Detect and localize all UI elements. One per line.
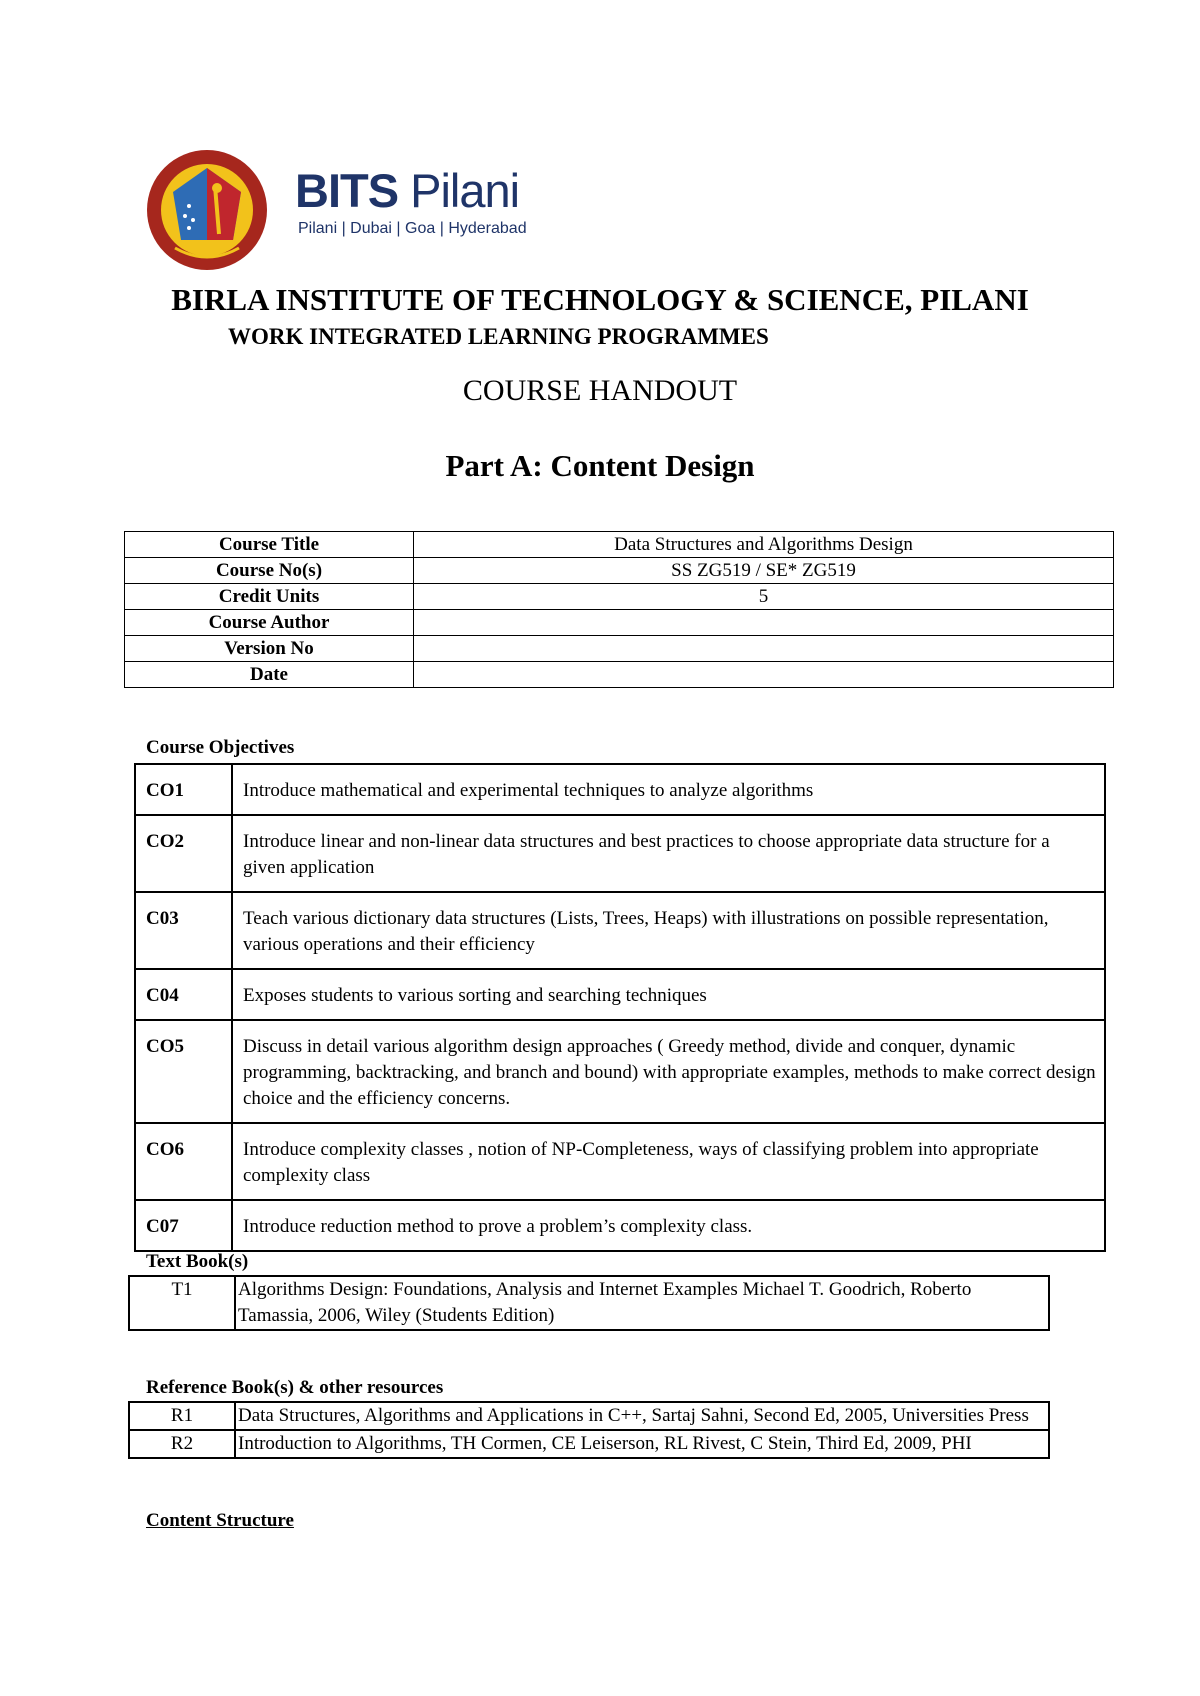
info-value [414, 662, 1114, 688]
objective-text: Exposes students to various sorting and searching techniques [232, 969, 1105, 1020]
text-books-caption: Text Book(s) [146, 1251, 249, 1272]
book-text: Algorithms Design: Foundations, Analysis and Internet Examples Michael T. Goodrich, Roberto Tamassia, 2006, Wiley (Students Edition) [235, 1276, 1049, 1330]
info-label: Course Title [125, 532, 414, 558]
reference-books-caption: Reference Book(s) & other resources [146, 1377, 444, 1398]
table-row [125, 662, 1114, 688]
content-structure-heading: Content Structure [146, 1510, 294, 1531]
objective-text: Discuss in detail various algorithm design approaches ( Greedy method, divide and conquer, dynamic programming, backtracking, and branch and bound) with appropriate examples, methods to make correct design choice and the efficiency concerns. [232, 1020, 1105, 1123]
info-value [414, 610, 1114, 636]
table-row [135, 892, 1105, 969]
institute-seal-icon [145, 148, 269, 272]
table-row [125, 636, 1114, 662]
table-row [135, 969, 1105, 1020]
table-row [135, 764, 1105, 815]
brand-light: Pilani [410, 164, 520, 217]
objective-code: C03 [135, 892, 232, 969]
objective-code: CO2 [135, 815, 232, 892]
book-text: Introduction to Algorithms, TH Cormen, CE Leiserson, RL Rivest, C Stein, Third Ed, 2009, PHI [235, 1430, 1049, 1458]
table-row [125, 584, 1114, 610]
info-label: Course Author [125, 610, 414, 636]
objective-text: Introduce linear and non-linear data structures and best practices to choose appropriate data structure for a given application [232, 815, 1105, 892]
objective-code: C07 [135, 1200, 232, 1251]
programme-name: WORK INTEGRATED LEARNING PROGRAMMES [228, 324, 769, 349]
info-value: SS ZG519 / SE* ZG519 [414, 558, 1114, 584]
brand-wordmark [295, 166, 519, 216]
table-row [135, 1020, 1105, 1123]
brand-bold: BITS [295, 164, 399, 217]
info-label: Course No(s) [125, 558, 414, 584]
book-code: T1 [129, 1276, 235, 1330]
objectives-table [134, 763, 1106, 1252]
objective-code: CO5 [135, 1020, 232, 1123]
info-value: Data Structures and Algorithms Design [414, 532, 1114, 558]
document-title: COURSE HANDOUT [462, 374, 738, 407]
text-books-table [128, 1275, 1050, 1331]
book-code: R2 [129, 1430, 235, 1458]
institute-name: BIRLA INSTITUTE OF TECHNOLOGY & SCIENCE, PILANI [171, 282, 1029, 317]
table-row [125, 558, 1114, 584]
table-row [135, 1123, 1105, 1200]
info-value: 5 [414, 584, 1114, 610]
info-label: Credit Units [125, 584, 414, 610]
table-row [129, 1402, 1049, 1430]
table-row [125, 610, 1114, 636]
campuses-line: Pilani | Dubai | Goa | Hyderabad [298, 220, 527, 237]
objective-code: CO6 [135, 1123, 232, 1200]
table-row [125, 532, 1114, 558]
objective-code: C04 [135, 969, 232, 1020]
table-row [135, 815, 1105, 892]
part-heading: Part A: Content Design [445, 448, 755, 483]
bits-pilani-logo [145, 148, 565, 272]
objective-code: CO1 [135, 764, 232, 815]
table-row [135, 1200, 1105, 1251]
info-value [414, 636, 1114, 662]
objective-text: Introduce complexity classes , notion of NP-Completeness, ways of classifying problem into appropriate complexity class [232, 1123, 1105, 1200]
table-row [129, 1276, 1049, 1330]
objective-text: Teach various dictionary data structures (Lists, Trees, Heaps) with illustrations on possible representation, various operations and their efficiency [232, 892, 1105, 969]
objective-text: Introduce reduction method to prove a problem’s complexity class. [232, 1200, 1105, 1251]
reference-books-table [128, 1401, 1050, 1459]
info-label: Date [125, 662, 414, 688]
book-text: Data Structures, Algorithms and Applications in C++, Sartaj Sahni, Second Ed, 2005, Universities Press [235, 1402, 1049, 1430]
book-code: R1 [129, 1402, 235, 1430]
course-info-table [124, 531, 1114, 688]
objectives-caption: Course Objectives [146, 737, 295, 758]
objective-text: Introduce mathematical and experimental techniques to analyze algorithms [232, 764, 1105, 815]
info-label: Version No [125, 636, 414, 662]
table-row [129, 1430, 1049, 1458]
